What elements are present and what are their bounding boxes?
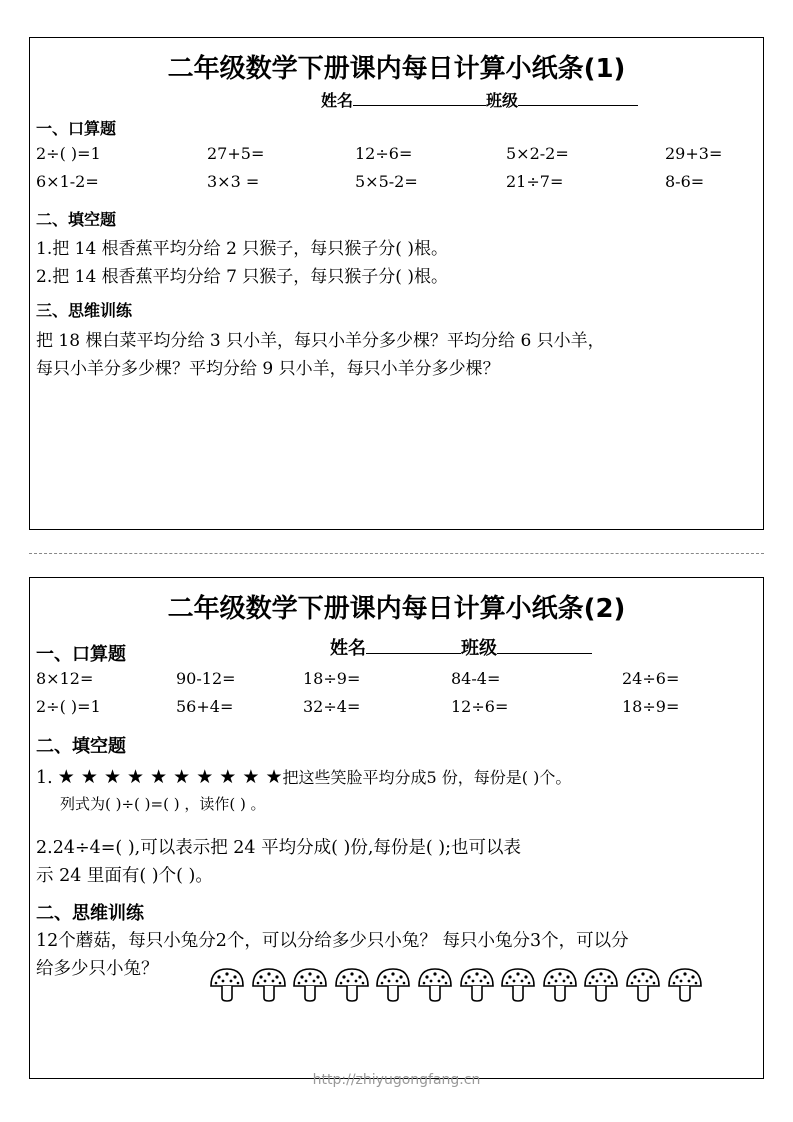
sheet1-section-thinking: 三、思维训练 — [36, 301, 133, 320]
calc-item: 5×5-2= — [355, 172, 418, 191]
mushroom-icon — [624, 966, 662, 1004]
fill-question-2-line2: 示 24 里面有( )个( )。 — [36, 866, 213, 886]
calc-item: 12÷6= — [451, 697, 509, 716]
calc-item: 56+4= — [176, 697, 234, 716]
thinking-text-line1: 12个蘑菇，每只小兔分2个，可以分给多少只小兔？ 每只小兔分3个，可以分 — [36, 931, 629, 951]
class-label: 班级 — [486, 91, 519, 110]
calc-item: 2÷( )=1 — [36, 697, 101, 716]
calc-item: 32÷4= — [303, 697, 361, 716]
calc-item: 8-6= — [665, 172, 705, 191]
sheet2-section-oral: 一、口算题 — [36, 644, 126, 665]
fill-question-1 — [36, 765, 571, 788]
calc-item: 12÷6= — [355, 144, 413, 163]
mushroom-icon — [666, 966, 704, 1004]
name-label: 姓名 — [321, 91, 354, 110]
question-number: 1. — [36, 768, 53, 788]
calc-item: 3×3 = — [207, 172, 260, 191]
calc-item: 18÷9= — [303, 669, 361, 688]
sheet1-section-oral: 一、口算题 — [36, 119, 117, 138]
name-blank[interactable] — [353, 91, 486, 106]
calc-item: 6×1-2= — [36, 172, 99, 191]
mushroom-icon — [333, 966, 371, 1004]
mushroom-icon — [208, 966, 246, 1004]
calc-item: 18÷9= — [622, 697, 680, 716]
mushroom-icon — [499, 966, 537, 1004]
class-blank[interactable] — [518, 91, 638, 106]
sheet1-section-fill: 二、填空题 — [36, 210, 117, 229]
class-label: 班级 — [461, 638, 497, 659]
dashed-divider — [29, 553, 764, 554]
fill-question-2: 2.把 14 根香蕉平均分给 7 只猴子，每只猴子分( )根。 — [36, 267, 448, 287]
calc-item: 24÷6= — [622, 669, 680, 688]
mushroom-icon — [250, 966, 288, 1004]
sheet2-title: 二年级数学下册课内每日计算小纸条(2) — [167, 594, 626, 624]
sheet2-section-fill: 二、填空题 — [36, 736, 126, 757]
name-blank[interactable] — [366, 639, 461, 654]
mushroom-icon — [291, 966, 329, 1004]
sheet2-section-thinking: 二、思维训练 — [36, 903, 144, 924]
sheet2-name-class — [330, 634, 592, 660]
thinking-text-line1: 把 18 棵白菜平均分给 3 只小羊，每只小羊分多少棵？平均分给 6 只小羊， — [36, 331, 605, 351]
fill-question-1-formula: 列式为( )÷( )=( ) ，读作( ) 。 — [60, 795, 266, 813]
class-blank[interactable] — [497, 639, 592, 654]
calc-item: 2÷( )=1 — [36, 144, 101, 163]
calc-item: 21÷7= — [506, 172, 564, 191]
calc-item: 8×12= — [36, 669, 94, 688]
sheet1-title: 二年级数学下册课内每日计算小纸条(1) — [167, 54, 626, 84]
worksheet-card-1 — [29, 37, 764, 530]
name-label: 姓名 — [330, 638, 366, 659]
mushroom-icon — [416, 966, 454, 1004]
fill-question-1: 1.把 14 根香蕉平均分给 2 只猴子，每只猴子分( )根。 — [36, 239, 448, 259]
mushroom-icon — [458, 966, 496, 1004]
star-row: ★ ★ ★ ★ ★ ★ ★ ★ ★ ★ — [57, 766, 283, 788]
question-text: 把这些笑脸平均分成5 份，每份是( )个。 — [282, 768, 572, 787]
calc-item: 90-12= — [176, 669, 236, 688]
mushroom-icon — [582, 966, 620, 1004]
mushroom-icon — [541, 966, 579, 1004]
calc-item: 84-4= — [451, 669, 501, 688]
calc-item: 5×2-2= — [506, 144, 569, 163]
calc-item: 29+3= — [665, 144, 723, 163]
sheet1-name-class — [321, 88, 638, 111]
thinking-text-line2: 给多少只小兔？ — [36, 959, 159, 979]
fill-question-2-line1: 2.24÷4=( ),可以表示把 24 平均分成( )份,每份是( );也可以表 — [36, 838, 521, 858]
thinking-text-line2: 每只小羊分多少棵？平均分给 9 只小羊，每只小羊分多少棵？ — [36, 359, 500, 379]
calc-item: 27+5= — [207, 144, 265, 163]
footer-url: http://zhiyugongfang.cn — [312, 1072, 481, 1088]
mushroom-icon — [374, 966, 412, 1004]
